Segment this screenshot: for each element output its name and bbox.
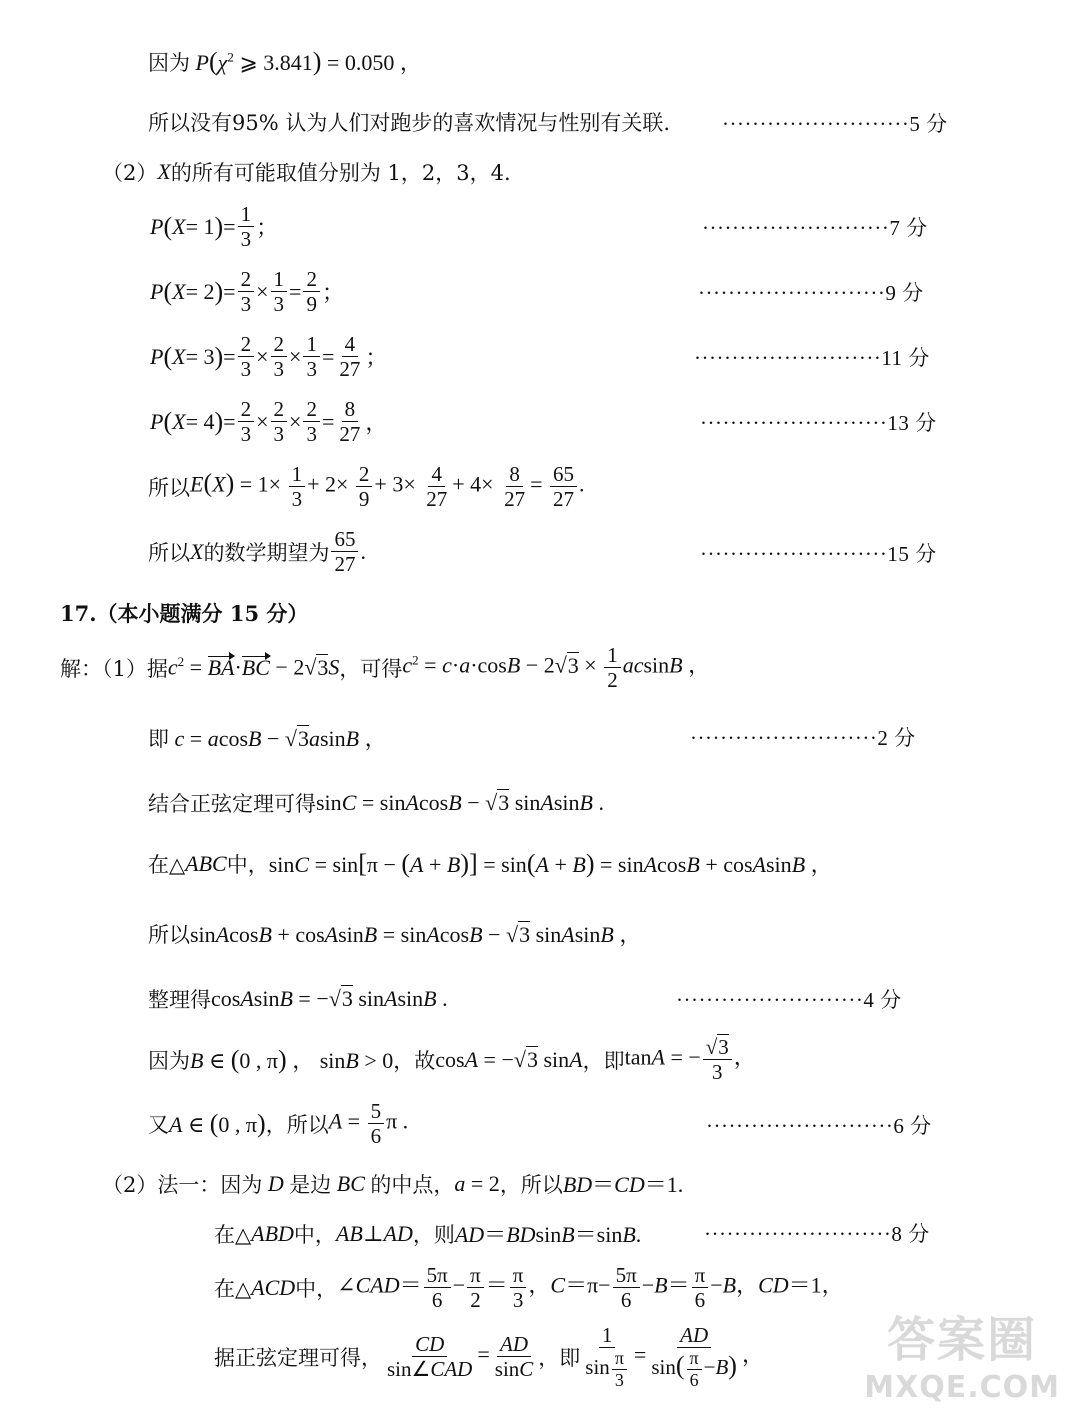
watermark-logo: [864, 1301, 1060, 1405]
text: ，即: [582, 1048, 625, 1073]
score-11: ·························11 分: [694, 346, 930, 370]
formula: $c^2 = BA\cdot BC - 2√3S$: [167, 654, 340, 680]
text: 在△: [148, 852, 186, 877]
var-x: X: [157, 159, 171, 184]
text: （2）法一：因为: [102, 1172, 263, 1197]
text: 解：（1）据: [60, 656, 168, 681]
formula: E(X) = 1× $\frac{1}{3}$ + 2× $\frac{2}{9}$ + 3× $\frac{4}{27}$ + 4× $\frac{8}{27}$ = $\frac{65}{27}$ .: [190, 462, 585, 512]
formula: 1 sin $\frac{\pi}{3}$ = AD sin( $\frac{\pi}{6}$ −B) ，: [585, 1323, 764, 1390]
solution-line-11: [214, 1264, 844, 1311]
text: 的中点，: [370, 1172, 455, 1197]
text: 是边: [289, 1172, 332, 1197]
text: 在△: [214, 1222, 252, 1247]
expectation-conclusion: 所以 X 的数学期望为 $\frac{65}{27}$ .: [148, 527, 366, 577]
text: 中，: [295, 1276, 338, 1301]
solution-line-4: [148, 848, 833, 879]
score-2: ·························2 分: [690, 726, 916, 750]
text: ，所以: [499, 1172, 563, 1197]
formula: $c^2 = c\cdot a\cdot\cos B - 2√3$ × $\frac{1}{2}$ acsinB ，: [402, 643, 711, 693]
text: 所以没有95% 认为人们对跑步的喜欢情况与性别有关联.: [148, 111, 671, 135]
point-d: D: [262, 1170, 290, 1196]
part2-intro: [102, 157, 511, 187]
formula: sinC = sinAcosB − √3 sinAsinB .: [316, 790, 604, 815]
var-x: X: [190, 538, 204, 564]
formula: tanA = − $\frac{√3}{3}$ ，: [624, 1035, 756, 1085]
formula: $\frac{CD}{\text{sin∠CAD}}$ = $\frac{AD}{\sin C}$: [387, 1332, 534, 1382]
formula: c = acosB − √3asinB ，: [174, 726, 387, 751]
p-x1: P ( X = 1 ) = $\frac{1}{3}$ ；: [150, 202, 279, 252]
solution-line-5: [148, 918, 641, 949]
solution-line-7: [148, 1036, 756, 1083]
solution-line-12: [214, 1324, 764, 1390]
triangle-abc: ABC: [185, 850, 227, 876]
text: 中，: [226, 852, 269, 877]
text: ，可得: [339, 656, 403, 681]
chi-square-line: [148, 46, 422, 77]
formula: A = $\frac{5}{6}$ π .: [328, 1099, 409, 1149]
text: 的数学期望为: [203, 540, 330, 565]
text: 因为: [148, 1048, 190, 1073]
score-8: ·························8 分: [704, 1222, 930, 1246]
text: ，故: [393, 1048, 436, 1073]
p-x4: P ( X = 4 ) = $\frac{2}{3}$ × $\frac{2}{3}$ × $\frac{2}{3}$ = $\frac{8}{27}$ ，: [150, 397, 388, 447]
score-6: ·························6 分: [706, 1114, 932, 1138]
formula: sinAcosB + cosAsinB = sinAcosB − √3 sinAsinB ，: [190, 922, 642, 947]
text: 的所有可能取值分别为 1，2，3，4.: [170, 161, 511, 185]
score-4: ·························4 分: [676, 988, 902, 1012]
formula: ∠CAD＝ $\frac{5\pi}{6}$ − $\frac{\pi}{2}$ ＝ $\frac{\pi}{3}$ ，C＝π− $\frac{5\pi}{6}$ −B＝ $\frac{\pi}{6}$ −B，CD＝1，: [337, 1263, 844, 1313]
text: 因为: [148, 50, 190, 75]
formula: cosA = −√3 sinA: [435, 1046, 583, 1072]
score-15: ·························15 分: [700, 542, 937, 566]
text: ，即: [538, 1345, 581, 1370]
text: 结合正弦定理可得: [148, 792, 316, 816]
text: 所以: [148, 922, 190, 947]
triangle-abd: ABD: [251, 1220, 294, 1246]
solution-line-6: [148, 984, 448, 1014]
text: ，所以: [265, 1112, 329, 1137]
p-x2: P ( X = 2 ) = $\frac{2}{3}$ × $\frac{1}{3}$ = $\frac{2}{9}$ ；: [150, 267, 344, 317]
solution-line-8: [148, 1100, 408, 1147]
triangle-acd: ACD: [251, 1274, 296, 1300]
score-5: ·························5 分: [722, 112, 948, 136]
solution-line-10: [214, 1218, 641, 1249]
formula: BD＝CD＝1.: [562, 1172, 684, 1197]
formula: AB⊥AD: [335, 1220, 413, 1246]
score-13: ·························13 分: [700, 411, 937, 435]
watermark-line1: 答案圈: [887, 1312, 1038, 1368]
question-17-heading: [60, 598, 308, 628]
formula: cosAsinB = −√3 sinAsinB .: [211, 986, 448, 1011]
solution-line-3: [148, 788, 604, 818]
text: ，则: [412, 1222, 455, 1247]
p-x3: P ( X = 3 ) = $\frac{2}{3}$ × $\frac{2}{3}$ × $\frac{1}{3}$ = $\frac{4}{27}$ ；: [150, 332, 388, 382]
solution-line-9: [102, 1168, 683, 1199]
formula: AD＝BDsinB＝sinB.: [454, 1222, 642, 1247]
solution-line-2: [148, 722, 387, 753]
formula: A ∈ (0 , π): [169, 1108, 266, 1138]
text: 整理得: [148, 988, 211, 1012]
solution-line-1: [60, 644, 710, 691]
text: 在△: [214, 1276, 252, 1301]
side-bc: BC: [331, 1170, 371, 1196]
text: 据正弦定理可得，: [214, 1345, 382, 1370]
formula: $P(\chi^2$ ⩾ 3.841) = 0.050 ，: [195, 47, 422, 76]
text: 又: [148, 1112, 169, 1137]
conclusion-line: [148, 107, 670, 137]
expectation-line: [148, 463, 584, 510]
text: 即: [148, 726, 169, 751]
watermark-line2: MXQE.COM: [864, 1370, 1060, 1405]
score-9: ·························9 分: [698, 281, 924, 305]
formula: a = 2: [454, 1170, 500, 1196]
formula: sinC = sin[π − (A + B)] = sin(A + B) = sinAcosB + cosAsinB ，: [268, 849, 833, 878]
text: 所以: [148, 475, 190, 500]
fraction: $\frac{65}{27}$: [331, 528, 358, 575]
score-7: ·························7 分: [702, 216, 928, 240]
formula: B ∈ (0 , π) ， sinB > 0: [190, 1045, 394, 1075]
text: 所以: [148, 540, 190, 565]
text: 中，: [293, 1222, 336, 1247]
text: 17.（本小题满分 15 分）: [60, 601, 309, 626]
text: （2）: [102, 161, 158, 185]
